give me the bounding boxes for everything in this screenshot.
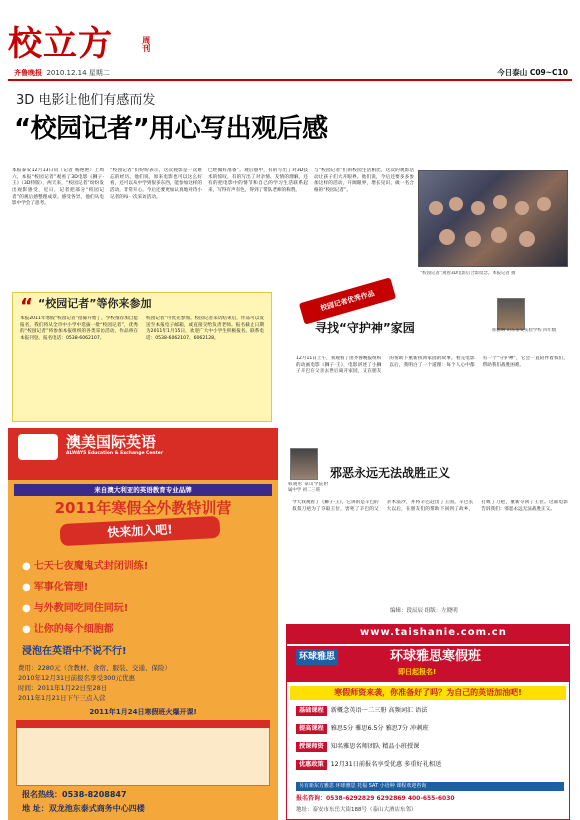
recruit-text-left: 本报2011年寒假“校园记者”招募开始了，学校推荐加自愿报名，我们将从全市中小学中选拔一批“校园记者”，优秀的“校园记者”将参加本报组织的各类采访活动，作品将在本报刊登。报名电话：0538-6062107。 <box>20 316 138 341</box>
ielts-title: 环球雅思寒假班 <box>390 649 482 664</box>
ielts-row-text: 雅思5分 雅思6.5分 雅思7分 冲刺班 <box>330 725 429 732</box>
aus-join-badge: 快来加入吧! <box>60 516 221 546</box>
aus-schedule-table <box>16 720 270 786</box>
masthead-rule <box>8 79 572 81</box>
ielts-row-text: 12月31日前报名享受优惠 多重好礼相送 <box>330 761 442 768</box>
ielts-logo: 环球雅思 <box>296 649 338 665</box>
issue-date <box>14 69 110 78</box>
ielts-row-tag: 授课师资 <box>296 742 327 752</box>
article-col-3: 已经做好准备”。观后感中，有的写出了对3D技术的惊叹，有的写出了对亲情、友情的理解，还有的把电影中的情节和自己的学习生活联系起来，写得有声有色，得到了带队老师的称赞。 <box>208 168 308 193</box>
author2-photo <box>290 448 318 480</box>
ielts-row-tag: 优惠政策 <box>296 760 327 770</box>
feature2-author: 韩晓彤 泰山学院附属中学 初二三班 <box>288 482 328 493</box>
ielts-url-link[interactable]: www.taishanie.com.cn <box>360 627 507 638</box>
ielts-tel[interactable]: 报名咨询：0538-6292829 6292869 400-655-6030 <box>296 795 455 802</box>
aus-brand-en: ALWAYS Education & Exchange Center <box>66 451 164 456</box>
article-col-1: 本报泰安12月13日讯（记者 杨艳艳）上周六，本报“校园记者”观看了3D电影《狮子·王》（3D特版），两天来，“校园记者”纷纷发出观影感受，近日，记者把部分“校园记者”的观后感整理成章。感受各异，他们从电影中学会了思考。 <box>12 168 104 207</box>
article-col-2: “校园记者”们纷纷表示，这次观影是一次难忘的经历。他们说，原来电影也可以这么好看，还可以从中学到很多东西，能参加这样的活动，非常开心。今后还要更加认真地对待小记者的每一次采访活动。 <box>110 168 202 200</box>
masthead-logo: 校立方 <box>8 24 113 64</box>
aus-bar: 来自澳大利亚的英语教育专业品牌 <box>14 484 272 496</box>
aus-title: 2011年寒假全外教特训营 <box>54 499 232 517</box>
page-id: 今日泰山 C09~C10 <box>497 68 568 77</box>
date-text: 2010.12.14 星期二 <box>46 69 110 77</box>
bullet-icon: ● <box>22 603 31 614</box>
ielts-message: 寒假师资来袭，你准备好了吗？为自己的英语加油吧! <box>290 686 566 700</box>
ielts-row <box>296 706 428 716</box>
editor-credit: 编辑：段辰辰 组版：左晓明 <box>390 608 458 614</box>
ielts-row-text: 新概念英语一二三册 高频词汇 语法 <box>330 707 428 714</box>
recruit-title: “校园记者”等你来参加 <box>38 297 152 310</box>
article-headline: “校园记者”用心写出观后感 <box>14 114 328 144</box>
aus-item: ● 与外教同吃同住同玩! <box>22 603 129 614</box>
aus-tel[interactable]: 报名热线：0538-8208847 <box>22 790 127 799</box>
ielts-subtitle: 即日起报名! <box>398 668 437 676</box>
aus-price-line: 2011年1月21日下午三点入营 <box>18 694 106 702</box>
feature1-text: 12月11日上午，我观看了由齐鲁晚报组织的动画电影《狮子·王》，电影讲述了小狮子辛巴在父亲去世后离开家园，又在朋友的帮助下重新找回家园的故事。看完电影以后，我明白了一个道理：每个人心中都有一个“守护神”，它会一直陪伴着我们，帮助我们战胜困难。 <box>296 356 568 375</box>
aus-table-header <box>16 720 270 728</box>
aus-price-line: 时间：2011年1月22日至28日 <box>18 684 108 692</box>
aus-address: 地 址：双龙池东泰式商务中心四楼 <box>22 804 145 813</box>
feature2-text: 今天我观看了《狮子·王》，它讲的是辛巴的叔叔刀疤为了夺取王位，害死了辛巴的父亲木法沙，并将辛巴赶出了王国。辛巴长大以后，在朋友们的帮助下回到了故乡，打败了刀疤，重新夺回了王位。这部电影告诉我们：邪恶永远无法战胜正义。 <box>292 500 568 512</box>
ielts-row-text: 知名雅思名师团队 精品小班授课 <box>330 743 420 750</box>
ielts-row <box>296 760 441 770</box>
feature1-title: 寻找“守护神”家园 <box>315 321 415 335</box>
feature2-title: 邪恶永远无法战胜正义 <box>330 466 451 480</box>
aus-price-line: 费用：2280元（含教材、食宿、服装、交通、保险） <box>18 664 172 672</box>
ielts-address: 地址：泰安市东岳大街188号（泰山大酒店东邻） <box>296 807 417 813</box>
photo-caption: “校园记者”观看3D电影后合影留念。本报记者 摄 <box>420 271 516 276</box>
masthead-logo-sub: 周刊 <box>141 36 151 52</box>
ielts-row-tag: 提高课程 <box>296 724 327 734</box>
ielts-row <box>296 742 419 752</box>
feature1-author: 邢雅琳 山东泰安实验学校 四年级 <box>492 328 557 333</box>
bullet-icon: ● <box>22 624 31 635</box>
aus-logo-icon <box>18 434 58 460</box>
ielts-hot-bar: 另有新东方雅思 环球雅思 托福 SAT 小语种 课程欢迎咨询 <box>296 782 564 791</box>
article-col-4: 与“校园记者”们的校园生活相比，这次的观影活动让孩子们大开眼界。他们说，今后还要多多参加这样的活动，开阔眼界，增长见识，做一名合格的“校园记者”。 <box>314 168 414 193</box>
excellent-work-stamp: 校园记者优秀作品 <box>299 277 396 324</box>
bullet-icon: ● <box>22 561 31 572</box>
aus-date-line: 2011年1月24日寒假班火爆开课! <box>89 708 197 716</box>
recruit-text-right: 校园记者”可优先参加。校园记者采访结束后，作品可以发送至本报电子邮箱，或直接交给负责老师。报名截止日期为2011年1月15日，欢迎广大中小学生积极报名。联系电话：0538-6062107、6062128。 <box>146 316 264 341</box>
aus-item: ● 七天七夜魔鬼式封闭训练! <box>22 561 149 572</box>
article-photo <box>418 170 568 267</box>
author1-photo <box>497 298 525 330</box>
aus-price-line: 2010年12月31日前报名享受300元优惠 <box>18 674 135 682</box>
paper-name: 齐鲁晚报 <box>14 69 42 77</box>
ielts-row <box>296 724 429 734</box>
bullet-icon: ● <box>22 582 31 593</box>
aus-brand: 澳美国际英语 <box>66 433 157 451</box>
quote-mark-icon: “ <box>20 294 34 318</box>
aus-slogan: 浸泡在英语中不说不行! <box>22 646 127 657</box>
aus-item: ● 军事化管理! <box>22 582 89 593</box>
aus-item: ● 让你的每个细胞都 <box>22 624 114 635</box>
article-subhead: 3D 电影让他们有感而发 <box>16 93 156 108</box>
ielts-row-tag: 基础课程 <box>296 706 327 716</box>
